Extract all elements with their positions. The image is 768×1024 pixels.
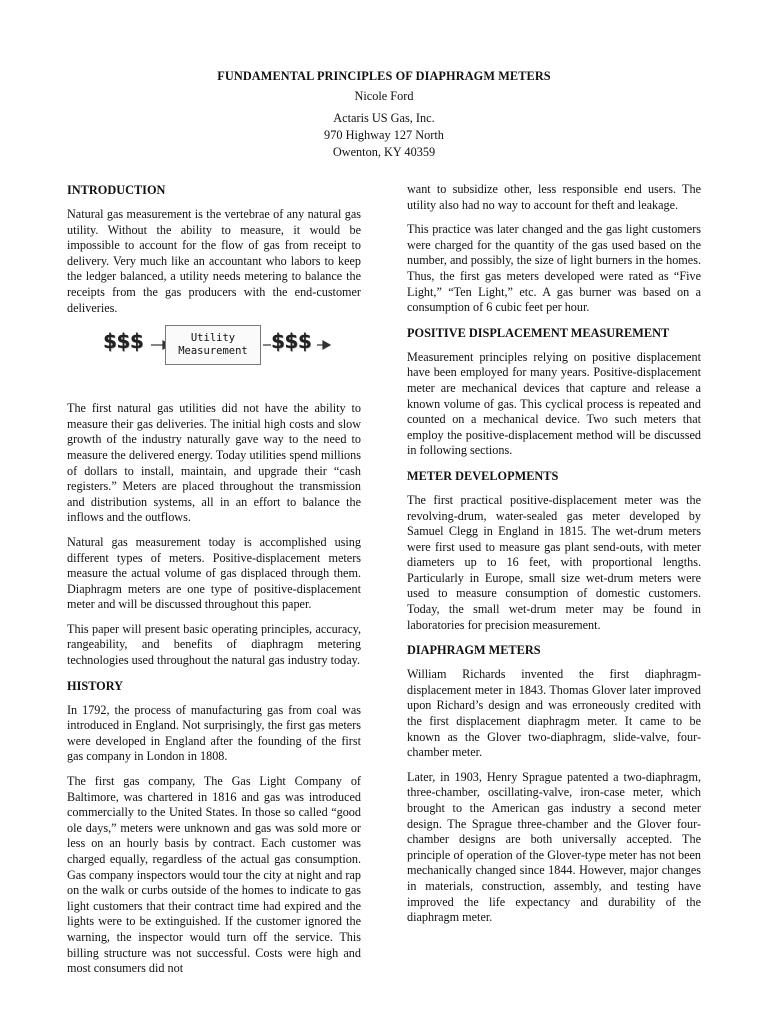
paragraph: William Richards invented the first diaphragm-displacement meter in 1843. Thomas Glover later improved upon Richard’s design and was erroneously credited with the first displacement diaphragm meter. It came to be known as the Glover two-diaphragm, slide-valve, four-chamber meter. (407, 667, 701, 760)
section-heading-introduction: INTRODUCTION (67, 183, 166, 197)
paragraph: Later, in 1903, Henry Sprague patented a two-diaphragm, three-chamber, oscillating-valve, iron-case meter, which brought to the American gas industry a second meter design. The Sprague three-chamber and the Glover four-chamber designs are both universally accepted. The principle of operation of the Glover-type meter has not been mechanically changed since 1844. However, major changes in materials, construction, assembly, and testing have improved the life expectancy and durability of the diaphragm meter. (407, 769, 701, 925)
paragraph: Natural gas measurement today is accomplished using different types of meters. Positive-displacement meters measure the actual volume of gas displaced through them. Diaphragm meters are one type of positive-displacement meter and will be discussed throughout this paper. (67, 534, 361, 612)
section-heading-positive-displacement: POSITIVE DISPLACEMENT MEASUREMENT (407, 325, 670, 340)
box-label-line1: Utility (190, 332, 236, 345)
paragraph: Measurement principles relying on positive displacement have been employed for many years. Positive-displacement meter are mechanical devices that capture and release a known volume of gas. This cyclical process is repeated and counted on a mechanical device. Two such meters that employ the positive-displacement method will be discussed in following sections. (407, 349, 701, 458)
left-column (67, 182, 361, 986)
dollar-symbols-left: $$$ (103, 329, 144, 354)
utility-measurement-box (165, 325, 261, 365)
arrow-head-icon (323, 341, 330, 349)
affiliation-company: Actaris US Gas, Inc. (333, 111, 435, 125)
author-name: Nicole Ford (354, 89, 414, 103)
paragraph: The first practical positive-displacement meter was the revolving-drum, water-sealed gas meter developed by Samuel Clegg in England in 1815. The wet-drum meters were first used to measure gas plant send-outs, with meter diameters up to 16 feet, with proportional lengths. Particularly in Europe, small size wet-drum meters were used to measure consumption of domestic customers. Today, the small wet-drum meter may be found in laboratories for precision measurement. (407, 492, 701, 632)
paper-title: FUNDAMENTAL PRINCIPLES OF DIAPHRAGM METERS (217, 69, 551, 83)
paragraph: The first gas company, The Gas Light Company of Baltimore, was chartered in 1816 and gas was introduced commercially to the United States. In those so called “good ole days,” meters were unknown and gas was sold more or less on an hourly basis by contract. Each customer was charged equally, regardless of the actual gas consumption. Gas company inspectors would tour the city at night and rap on the walk or curbs outside of the homes to indicate to gas light customers that their contract time had expired and the lights were to be extinguished. If the customer ignored the warning, the inspector would turn off the service. This billing structure was not successful. Costs were high and most consumers did not (67, 774, 361, 976)
affiliation-city: Owenton, KY 40359 (332, 145, 436, 159)
paper-header (0, 68, 768, 161)
paragraph: This paper will present basic operating principles, accuracy, rangeability, and benefits of diaphragm metering technologies used throughout the natural gas industry today. (67, 621, 361, 668)
dollar-symbols-right: $$$ (271, 329, 312, 354)
section-heading-diaphragm-meters: DIAPHRAGM METERS (407, 643, 541, 658)
section-heading-meter-developments: METER DEVELOPMENTS (407, 468, 559, 483)
paragraph: Natural gas measurement is the vertebrae of any natural gas utility. Without the ability to measure, it would be impossible to account for the flow of gas from receipt to delivery. Very much like an accountant who labors to keep the ledger balanced, a utility needs metering to balance the receipts from the gas producers with the end-customer deliveries. (67, 207, 361, 315)
paragraph: In 1792, the process of manufacturing gas from coal was introduced in England. Not surprisingly, the first gas meters were developed in England after the founding of the first gas company in London in 1808. (67, 702, 361, 764)
box-label-line2: Measurement (178, 345, 248, 358)
paragraph: This practice was later changed and the gas light customers were charged for the quantity of the gas used based on the number, and possibly, the size of light burners in the homes. Thus, the first gas meters developed were rated as “Five Light,” “Ten Light,” etc. A gas burner was based on a consumption of 6 cubic feet per hour. (407, 222, 701, 315)
right-column (407, 182, 701, 935)
section-heading-history: HISTORY (67, 678, 124, 693)
affiliation-street: 970 Highway 127 North (324, 128, 444, 142)
paragraph: The first natural gas utilities did not have the ability to measure their gas deliveries. The initial high costs and slow growth of the industry naturally gave way to the need to measure the delivered energy. Today utilities spend millions of dollars to install, maintain, and upgrade their “cash registers.” Meters are placed throughout the transmission and distribution systems, all in an effort to balance the inflows and the outflows. (67, 401, 361, 525)
paragraph: want to subsidize other, less responsible end users. The utility also had no way to account for theft and leakage. (407, 182, 701, 212)
utility-measurement-diagram (67, 325, 361, 391)
